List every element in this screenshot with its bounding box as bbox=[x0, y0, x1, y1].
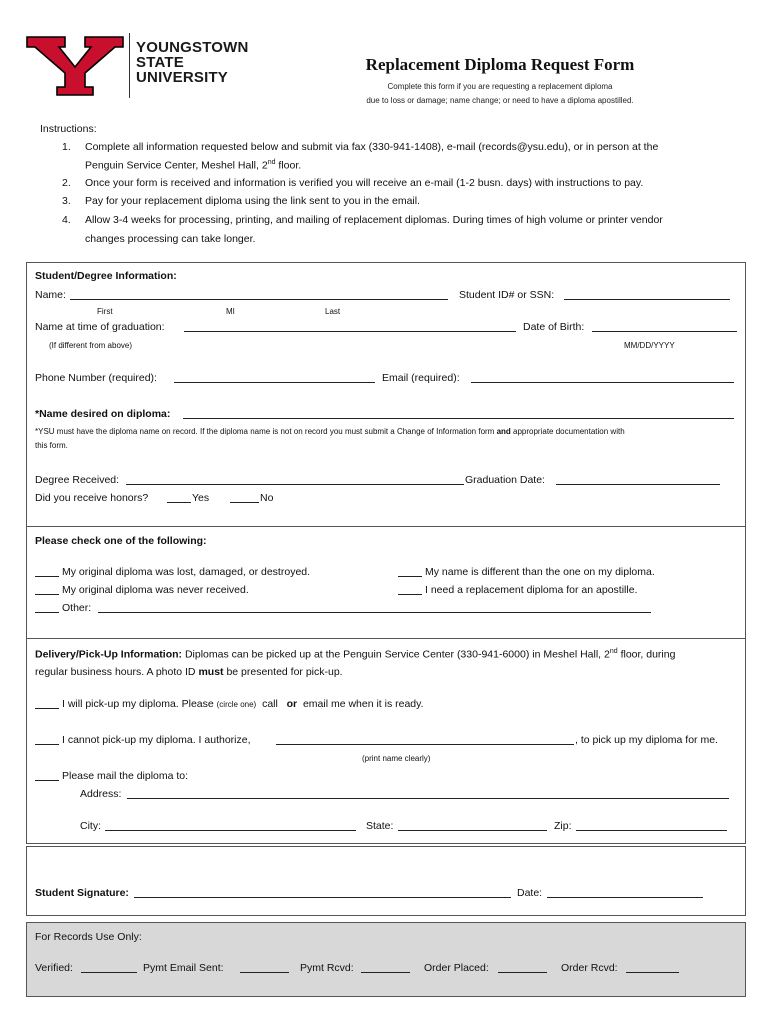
signature-section bbox=[26, 846, 746, 916]
honors-no-blank[interactable] bbox=[230, 493, 259, 503]
reason-other-blank[interactable] bbox=[35, 603, 59, 613]
diploma-note-and: and bbox=[496, 427, 511, 436]
form-subtitle-1: Complete this form if you are requesting a replacement diploma bbox=[387, 82, 613, 91]
circle-one-note: (circle one) bbox=[216, 700, 257, 709]
dob-input[interactable] bbox=[592, 322, 737, 332]
reason-apostille-blank[interactable] bbox=[398, 585, 422, 595]
authorize-label: I cannot pick-up my diploma. I authorize, bbox=[62, 734, 251, 746]
zip-label: Zip: bbox=[554, 820, 572, 832]
diploma-note bbox=[35, 427, 625, 436]
order-placed-label: Order Placed: bbox=[424, 962, 489, 974]
instruction-3-number: 3. bbox=[62, 195, 71, 207]
student-info-section bbox=[26, 262, 746, 527]
name-input[interactable] bbox=[70, 290, 448, 300]
honors-yes-blank[interactable] bbox=[167, 493, 191, 503]
records-heading: For Records Use Only: bbox=[35, 931, 142, 943]
logo-divider bbox=[129, 33, 130, 98]
middle-initial-caption: MI bbox=[226, 307, 235, 316]
reason-lost-blank[interactable] bbox=[35, 567, 59, 577]
dob-label: Date of Birth: bbox=[523, 321, 585, 333]
state-label: State: bbox=[366, 820, 394, 832]
instruction-1-text: Complete all information requested below and submit via fax (330-941-1408), e-mail (records@ysu.edu), or in person at the bbox=[85, 141, 659, 153]
graduation-date-input[interactable] bbox=[556, 475, 720, 485]
instruction-4-text-cont: changes processing can take longer. bbox=[85, 233, 256, 245]
authorize-blank[interactable] bbox=[35, 735, 59, 745]
reason-name-label: My name is different than the one on my diploma. bbox=[425, 566, 655, 578]
delivery-text2-a: regular business hours. A photo ID bbox=[35, 666, 199, 678]
pickup-line bbox=[62, 698, 424, 710]
authorized-person-input[interactable] bbox=[276, 735, 574, 745]
instructions-heading: Instructions: bbox=[40, 123, 97, 135]
phone-input[interactable] bbox=[174, 373, 375, 383]
instruction-1-text-cont: Penguin Service Center, Meshel Hall, 2nd floor. bbox=[85, 159, 302, 172]
form-subtitle-2: due to loss or damage; name change; or need to have a diploma apostilled. bbox=[366, 96, 634, 105]
reason-never-label: My original diploma was never received. bbox=[62, 584, 249, 596]
honors-label: Did you receive honors? bbox=[35, 492, 149, 504]
order-placed-input[interactable] bbox=[498, 963, 547, 973]
delivery-text-line2 bbox=[35, 666, 343, 678]
diploma-name-label: *Name desired on diploma: bbox=[35, 408, 171, 420]
print-name-caption: (print name clearly) bbox=[362, 754, 431, 763]
email-input[interactable] bbox=[471, 373, 734, 383]
delivery-text2-b: be presented for pick-up. bbox=[223, 666, 343, 678]
instruction-2-number: 2. bbox=[62, 177, 71, 189]
student-info-heading: Student/Degree Information: bbox=[35, 270, 177, 282]
reason-other-label: Other: bbox=[62, 602, 92, 614]
authorize-label-end: , to pick up my diploma for me. bbox=[575, 734, 718, 746]
graduation-name-label: Name at time of graduation: bbox=[35, 321, 165, 333]
pickup-blank[interactable] bbox=[35, 699, 59, 709]
university-line-3: UNIVERSITY bbox=[136, 69, 229, 86]
reason-lost-label: My original diploma was lost, damaged, or destroyed. bbox=[62, 566, 311, 578]
reason-heading: Please check one of the following: bbox=[35, 535, 207, 547]
instruction-2-text: Once your form is received and information is verified you will receive an e-mail (1-2 busn. days) with instructions to pay. bbox=[85, 177, 644, 189]
reason-name-blank[interactable] bbox=[398, 567, 422, 577]
dob-format-caption: MM/DD/YYYY bbox=[624, 341, 675, 350]
pymt-email-label: Pymt Email Sent: bbox=[143, 962, 224, 974]
last-name-caption: Last bbox=[325, 307, 341, 316]
graduation-date-label: Graduation Date: bbox=[465, 474, 545, 486]
phone-label: Phone Number (required): bbox=[35, 372, 157, 384]
honors-yes-label: Yes bbox=[192, 492, 210, 504]
state-input[interactable] bbox=[398, 821, 547, 831]
verified-input[interactable] bbox=[81, 963, 137, 973]
delivery-text2-must: must bbox=[198, 666, 224, 678]
email-option[interactable]: email me when it is ready. bbox=[302, 698, 424, 710]
if-different-caption: (If different from above) bbox=[49, 341, 132, 350]
instruction-3-text: Pay for your replacement diploma using the link sent to you in the email. bbox=[85, 195, 421, 207]
order-rcvd-label: Order Rcvd: bbox=[561, 962, 618, 974]
honors-no-label: No bbox=[260, 492, 274, 504]
graduation-name-input[interactable] bbox=[184, 322, 516, 332]
signature-label: Student Signature: bbox=[35, 887, 129, 899]
university-line-1: YOUNGSTOWN bbox=[136, 39, 249, 56]
signature-date-label: Date: bbox=[517, 887, 543, 899]
degree-input[interactable] bbox=[126, 475, 464, 485]
signature-input[interactable] bbox=[134, 888, 511, 898]
pymt-rcvd-label: Pymt Rcvd: bbox=[300, 962, 354, 974]
diploma-note-text-cont: appropriate documentation with bbox=[510, 427, 625, 436]
reason-apostille-label: I need a replacement diploma for an apostille. bbox=[425, 584, 638, 596]
signature-date-input[interactable] bbox=[547, 888, 703, 898]
first-name-caption: First bbox=[97, 307, 113, 316]
order-rcvd-input[interactable] bbox=[626, 963, 679, 973]
university-name bbox=[136, 40, 249, 85]
diploma-note-text: *YSU must have the diploma name on record. If the diploma name is not on record you must submit a Change of Information form bbox=[35, 427, 497, 436]
mail-blank[interactable] bbox=[35, 771, 59, 781]
zip-input[interactable] bbox=[576, 821, 727, 831]
address-input[interactable] bbox=[127, 789, 729, 799]
city-input[interactable] bbox=[105, 821, 356, 831]
name-label: Name: bbox=[35, 289, 66, 301]
email-label: Email (required): bbox=[382, 372, 460, 384]
delivery-text: Delivery/Pick-Up Information: Diplomas can be picked up at the Penguin Service Center (330-941-6000) in Meshel Hall, 2nd floor, during bbox=[35, 648, 676, 661]
call-option[interactable]: call bbox=[262, 698, 278, 710]
reason-other-input[interactable] bbox=[98, 603, 651, 613]
degree-label: Degree Received: bbox=[35, 474, 120, 486]
or-text: or bbox=[286, 698, 298, 710]
student-id-label: Student ID# or SSN: bbox=[459, 289, 555, 301]
delivery-heading: Delivery/Pick-Up Information: bbox=[35, 648, 183, 661]
reason-never-blank[interactable] bbox=[35, 585, 59, 595]
diploma-name-input[interactable] bbox=[183, 409, 734, 419]
form-title: Replacement Diploma Request Form bbox=[365, 55, 635, 74]
ysu-logo-icon bbox=[25, 33, 125, 97]
instruction-4-text: Allow 3-4 weeks for processing, printing, and mailing of replacement diplomas. During times of high volume or printer vendor bbox=[85, 214, 663, 226]
city-label: City: bbox=[80, 820, 101, 832]
mail-label: Please mail the diploma to: bbox=[62, 770, 189, 782]
pickup-text: I will pick-up my diploma. Please bbox=[62, 698, 217, 710]
verified-label: Verified: bbox=[35, 962, 73, 974]
instruction-1-number: 1. bbox=[62, 141, 71, 153]
student-id-input[interactable] bbox=[564, 290, 730, 300]
instruction-4-number: 4. bbox=[62, 214, 71, 226]
address-label: Address: bbox=[80, 788, 122, 800]
university-line-2: STATE bbox=[136, 54, 184, 71]
pymt-rcvd-input[interactable] bbox=[361, 963, 410, 973]
diploma-note-line2: this form. bbox=[35, 441, 68, 450]
pymt-email-input[interactable] bbox=[240, 963, 289, 973]
